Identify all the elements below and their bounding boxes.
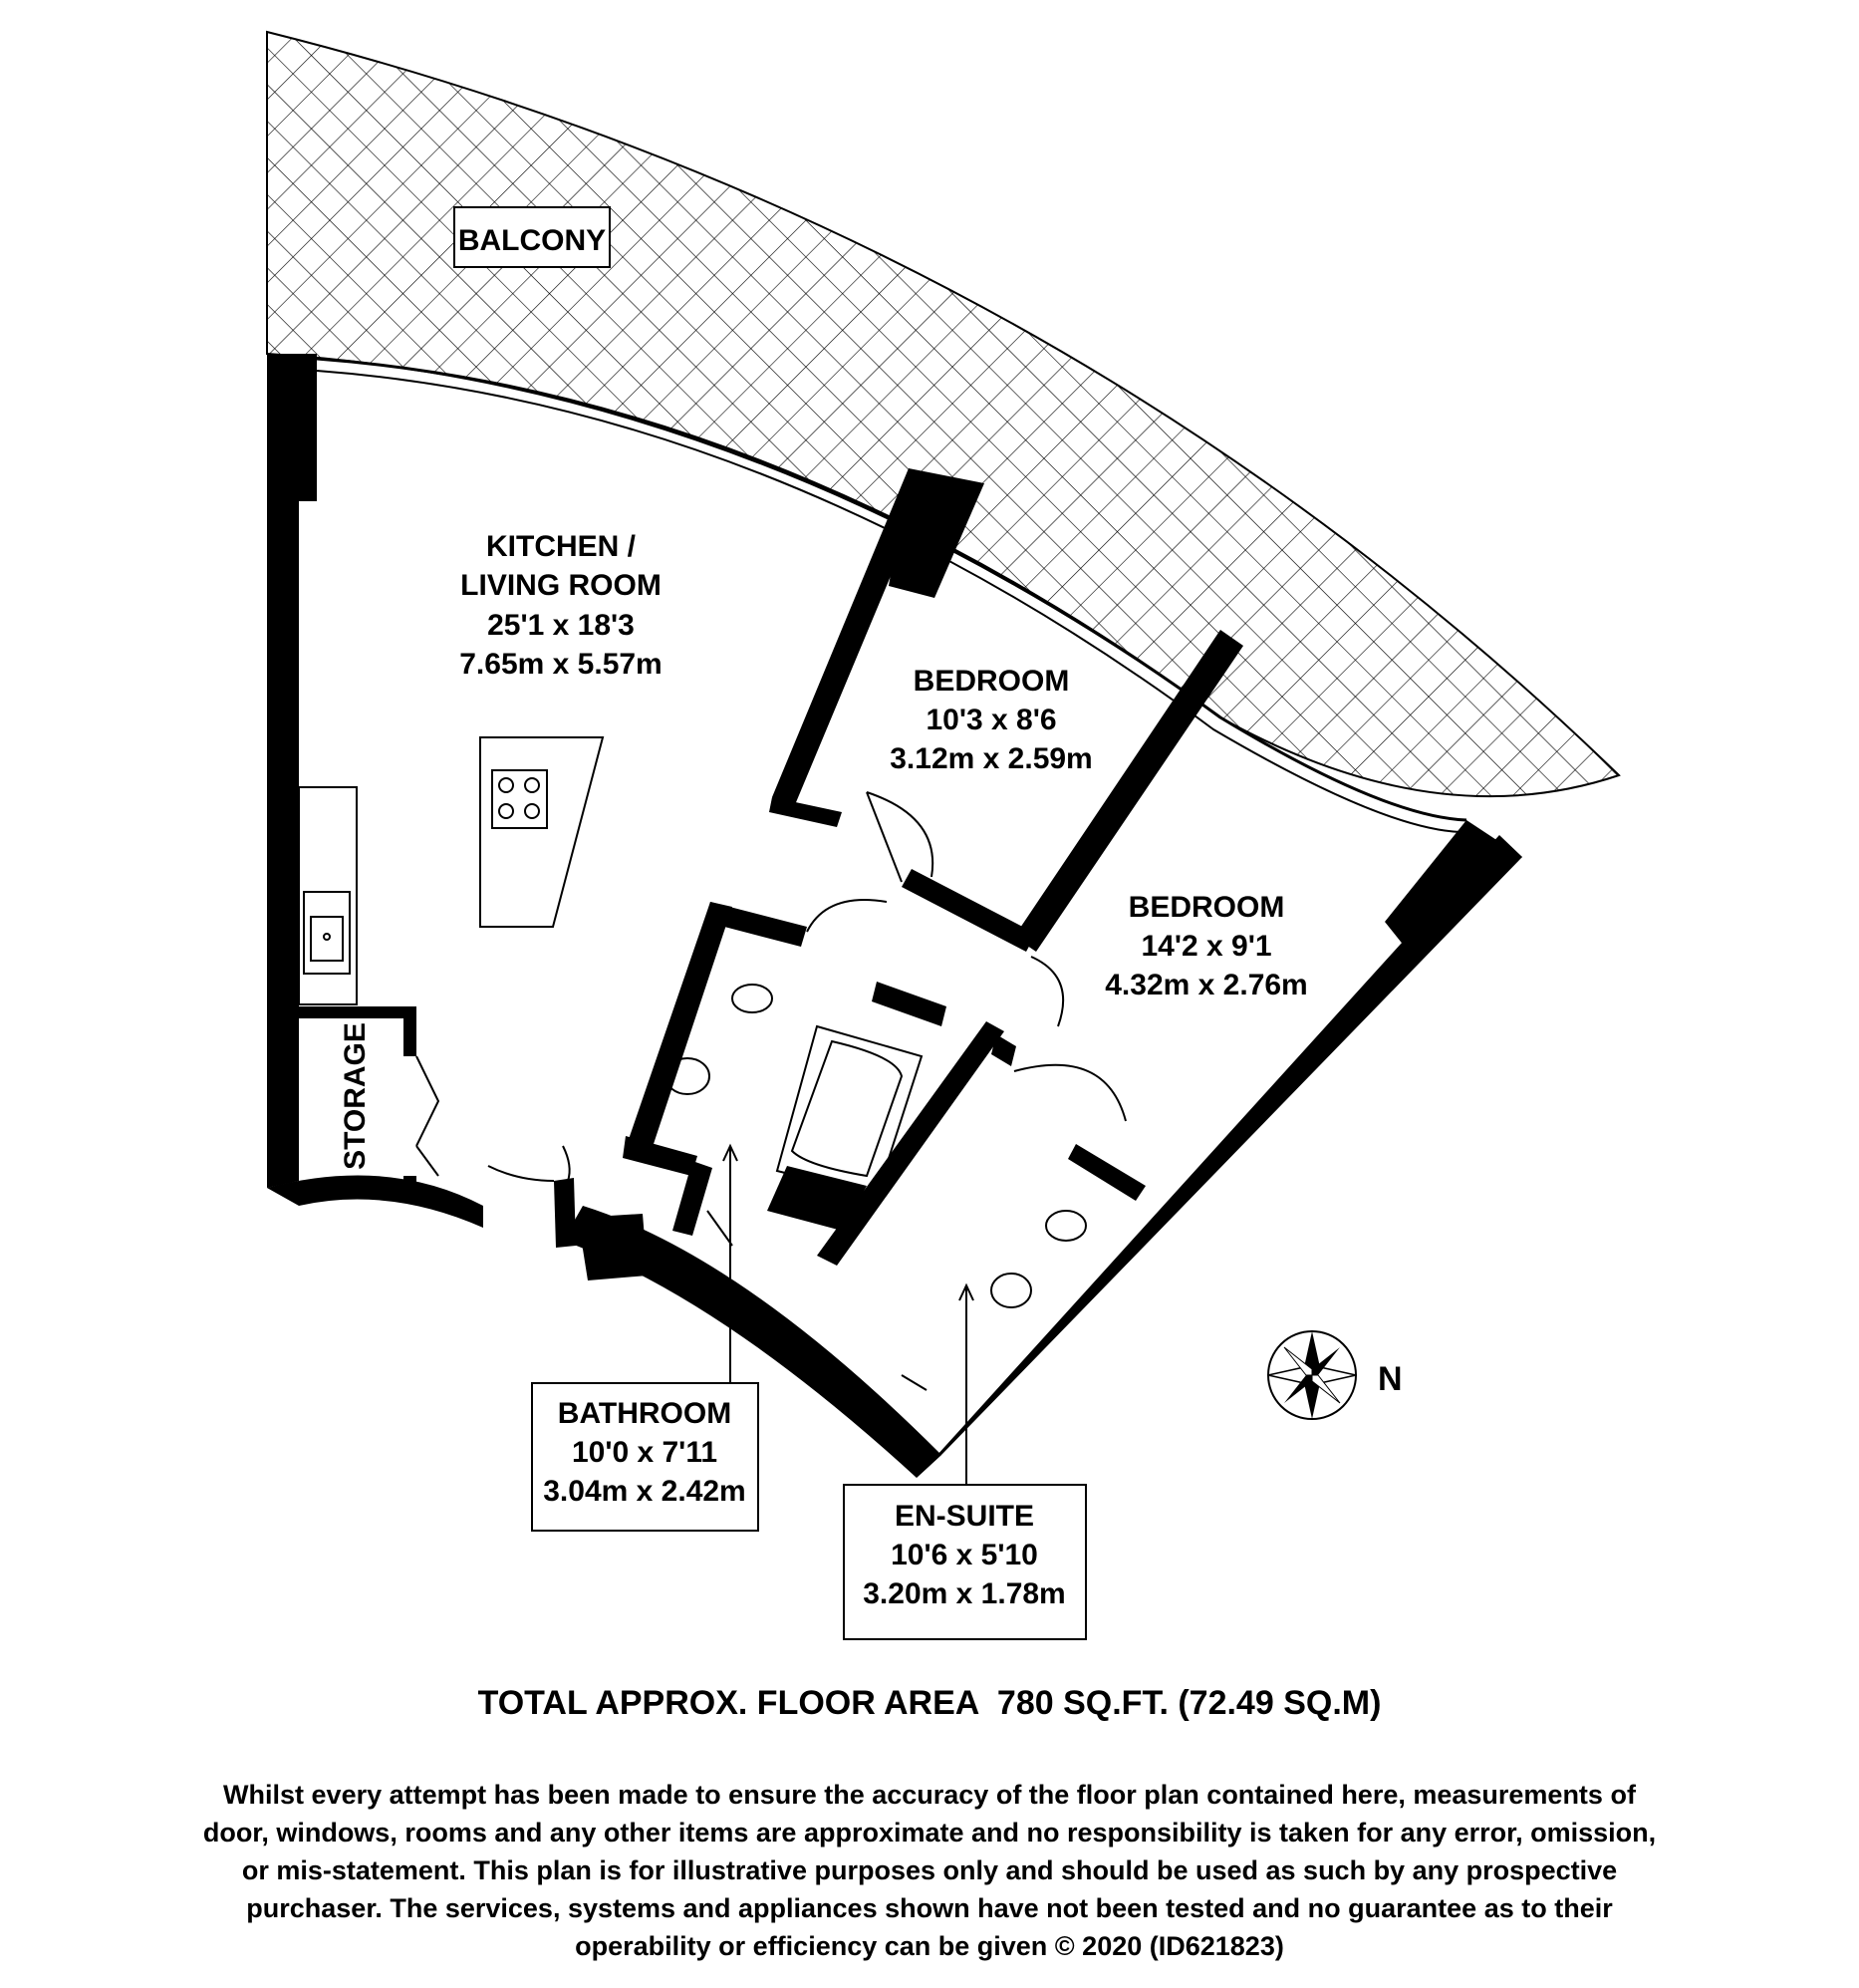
bathroom-toilet [732, 985, 772, 1012]
kitchen-living-name-line1: KITCHEN / [486, 530, 636, 563]
en-suite-imperial: 10'6 x 5'10 [891, 1539, 1038, 1571]
bedroom-2-metric: 4.32m x 2.76m [1105, 969, 1308, 1001]
en-suite-label [844, 1485, 1086, 1639]
storage-name: STORAGE [339, 1022, 372, 1170]
door-swings [416, 792, 1126, 1181]
bedroom-2-imperial: 14'2 x 9'1 [1141, 930, 1272, 963]
bathroom-name: BATHROOM [557, 1397, 732, 1430]
kitchen-living-imperial: 25'1 x 18'3 [487, 609, 635, 642]
compass-icon [1268, 1331, 1356, 1419]
balcony-label: BALCONY [457, 224, 607, 257]
bedroom-1-metric: 3.12m x 2.59m [890, 742, 1093, 775]
kitchen-island [480, 737, 603, 927]
ensuite-toilet [1046, 1211, 1086, 1241]
bedroom-1-label [890, 665, 1092, 775]
bedroom-2-name: BEDROOM [1128, 891, 1285, 924]
kitchen-living-label [459, 530, 662, 681]
en-suite-metric: 3.20m x 1.78m [863, 1577, 1066, 1610]
ensuite-basin [991, 1274, 1031, 1307]
kitchen-living-name-line2: LIVING ROOM [460, 569, 662, 602]
bedroom-1-imperial: 10'3 x 8'6 [926, 704, 1057, 736]
disclaimer-text: Whilst every attempt has been made to ensure the accuracy of the floor plan contained here, measurements of door, windows, rooms and any other items are approximate and no responsibility is taken for any error, omission, or mis-statement. This plan is for illustrative purposes only and should be used as such by any prospective purchaser. The services, systems and appliances shown have not been tested and no guarantee as to their operability or efficiency can be given © 2020 (ID621823) [202, 1780, 1657, 1961]
kitchen-counter [299, 787, 357, 1004]
hob [492, 770, 547, 828]
bathroom-label [532, 1383, 758, 1531]
bathroom-metric: 3.04m x 2.42m [543, 1475, 746, 1508]
kitchen-fittings [299, 737, 603, 1004]
en-suite-name: EN-SUITE [894, 1500, 1035, 1533]
bathroom-imperial: 10'0 x 7'11 [571, 1436, 718, 1469]
total-floor-area: TOTAL APPROX. FLOOR AREA 780 SQ.FT. (72.49 SQ.M) [477, 1684, 1382, 1722]
bedroom-2-label [1105, 891, 1307, 1001]
compass-north-label: N [1378, 1360, 1403, 1398]
kitchen-living-metric: 7.65m x 5.57m [459, 648, 663, 681]
bedroom-1-name: BEDROOM [913, 665, 1070, 698]
storage-label [339, 1022, 372, 1170]
